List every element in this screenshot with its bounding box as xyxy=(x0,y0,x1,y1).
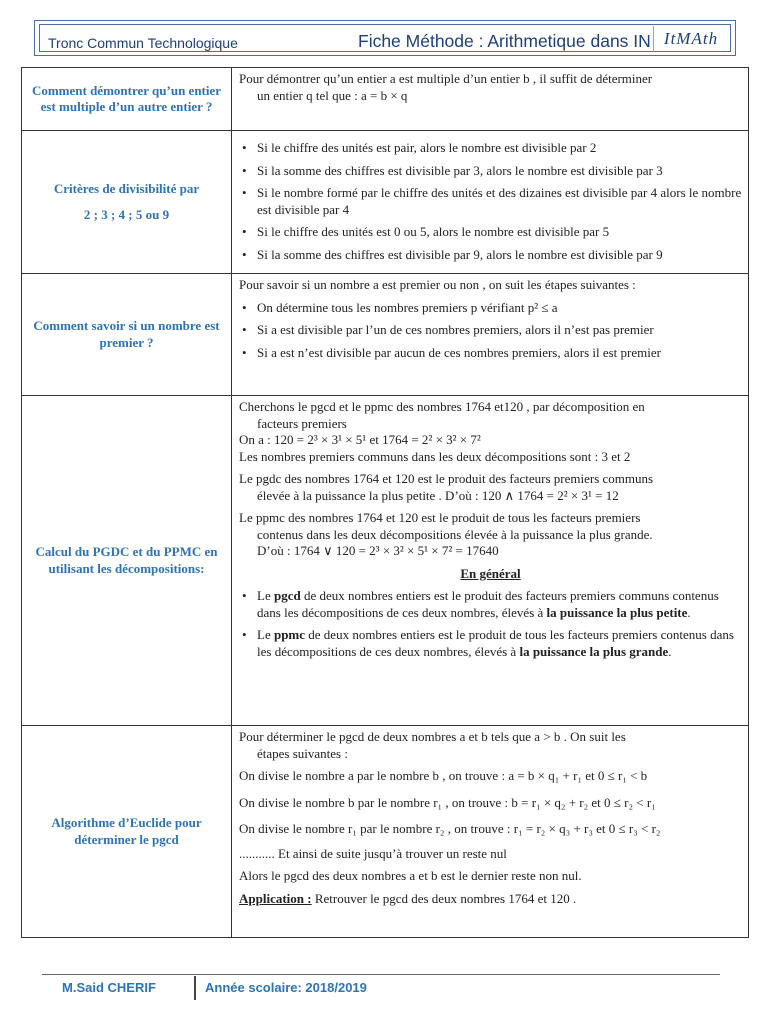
table-row xyxy=(22,726,749,938)
text-line: Le pgdc des nombres 1764 et 120 est le produit des facteurs premiers communs xyxy=(239,471,654,486)
footer-year: Année scolaire: 2018/2019 xyxy=(205,980,367,995)
row-question xyxy=(22,131,232,274)
list-item: • Si la somme des chiffres est divisible par 9, alors le nombre est divisible par 9 xyxy=(239,247,742,264)
table-row xyxy=(22,396,749,726)
bullet-list xyxy=(239,300,742,362)
brand-logo: ItMAth xyxy=(653,26,728,52)
text-span: de deux nombres entiers est le produit des facteurs premiers communs contenus dans les décompositions de ces deux nombres, élevés à xyxy=(257,588,719,620)
text-line: On divise le nombre r₁ par le nombre r₂ , on trouve : r₁ = r₂ × q₃ + r₃ et 0 ≤ r₃ < r₂ xyxy=(239,821,661,836)
footer-author: M.Said CHERIF xyxy=(62,980,156,995)
text-line: D’où : 1764 ∨ 120 = 2³ × 3² × 5¹ × 7² = 17640 xyxy=(257,543,499,558)
text-line: Pour déterminer le pgcd de deux nombres a et b tels que a > b . On suit les xyxy=(239,729,626,744)
bold-term: la puissance la plus petite xyxy=(546,604,688,620)
text-line: On divise le nombre a par le nombre b , on trouve : a = b × q₁ + r₁ et 0 ≤ r₁ < b xyxy=(239,768,648,783)
footer-divider xyxy=(42,974,720,975)
list-item xyxy=(239,588,742,621)
text-line: On divise le nombre b par le nombre r₁ , on trouve : b = r₁ × q₂ + r₂ et 0 ≤ r₂ < r₁ xyxy=(239,794,656,810)
row-answer xyxy=(232,274,749,396)
bold-term: pgcd xyxy=(273,588,301,603)
text-line: Pour démontrer qu’un entier a est multiple d’un entier b , il suffit de déterminer xyxy=(239,71,653,86)
text-line: élevée à la puissance la plus petite . D’où : 120 ∧ 1764 = 2² × 3¹ = 12 xyxy=(257,487,619,503)
text-line: Les nombres premiers communs dans les deux décompositions sont : 3 et 2 xyxy=(239,448,631,464)
bullet-list xyxy=(239,140,742,263)
text-line: Le ppmc des nombres 1764 et 120 est le produit de tous les facteurs premiers xyxy=(239,510,641,525)
text-line: ........... Et ainsi de suite jusqu’à trouver un reste nul xyxy=(239,845,507,861)
header-level: Tronc Commun Technologique xyxy=(48,35,238,51)
application-label: Application : xyxy=(239,890,312,906)
table-row xyxy=(22,68,749,131)
list-item: • Si a est n’est divisible par aucun de ces nombres premiers, alors il est premier xyxy=(239,345,742,362)
text-line: Cherchons le pgcd et le ppmc des nombres 1764 et120 , par décomposition en xyxy=(239,399,645,414)
row-question: Comment démontrer qu’un entier est multiple d’un autre entier ? xyxy=(22,68,232,131)
row-answer xyxy=(232,726,749,938)
row-question: Algorithme d’Euclide pour déterminer le pgcd xyxy=(22,726,232,938)
row-question: Calcul du PGDC et du PPMC en utilisant les décompositions: xyxy=(22,396,232,726)
list-item: • On détermine tous les nombres premiers p vérifiant p² ≤ a xyxy=(239,300,742,317)
footer-separator xyxy=(194,976,196,1000)
text-line: un entier q tel que : a = b × q xyxy=(257,87,408,103)
bold-term: ppmc xyxy=(273,627,306,642)
text-span: Le xyxy=(257,627,274,642)
table-row xyxy=(22,131,749,274)
list-item: • Si a est divisible par l’un de ces nombres premiers, alors il n’est pas premier xyxy=(239,322,742,339)
list-item xyxy=(239,627,742,660)
bullet-list xyxy=(239,588,742,660)
text-span: Le xyxy=(257,588,274,603)
text-span: de deux nombres entiers est le produit de tous les facteurs premiers contenus dans les décompositions de ces deux nombres, élevés à xyxy=(257,627,734,659)
list-item: • Si le chiffre des unités est 0 ou 5, alors le nombre est divisible par 5 xyxy=(239,224,742,241)
method-table xyxy=(21,67,749,938)
text-line: Pour savoir si un nombre a est premier ou non , on suit les étapes suivantes : xyxy=(239,277,636,292)
section-heading: En général xyxy=(460,565,521,581)
text-line: facteurs premiers xyxy=(257,415,347,431)
row-answer xyxy=(232,131,749,274)
row-question: Comment savoir si un nombre est premier ? xyxy=(22,274,232,396)
text-line: contenus dans les deux décompositions élevée à la puissance la plus grande. xyxy=(257,526,653,542)
list-item: • Si le nombre formé par le chiffre des unités et des dizaines est divisible par 4 alors le nombre est divisible par 4 xyxy=(239,185,742,218)
list-item: • Si la somme des chiffres est divisible par 3, alors le nombre est divisible par 3 xyxy=(239,163,742,180)
text-line xyxy=(239,891,742,908)
page-header xyxy=(34,20,736,56)
list-item: • Si le chiffre des unités est pair, alors le nombre est divisible par 2 xyxy=(239,140,742,157)
question-line: 2 ; 3 ; 4 ; 5 ou 9 xyxy=(83,207,170,222)
text-span: . xyxy=(687,604,691,620)
text-span: . xyxy=(668,643,672,659)
header-frame xyxy=(39,24,731,52)
table-row xyxy=(22,274,749,396)
row-answer xyxy=(232,396,749,726)
text-span: Retrouver le pgcd des deux nombres 1764 et 120 . xyxy=(311,890,577,906)
question-line: Critères de divisibilité par xyxy=(53,180,200,196)
row-answer xyxy=(232,68,749,131)
text-line: étapes suivantes : xyxy=(257,745,348,761)
text-line: On a : 120 = 2³ × 3¹ × 5¹ et 1764 = 2² × 3² × 7² xyxy=(239,432,481,447)
page-title: Fiche Méthode : Arithmetique dans IN xyxy=(358,31,651,51)
bold-term: la puissance la plus grande xyxy=(519,643,669,659)
text-line: Alors le pgcd des deux nombres a et b est le dernier reste non nul. xyxy=(239,868,582,883)
